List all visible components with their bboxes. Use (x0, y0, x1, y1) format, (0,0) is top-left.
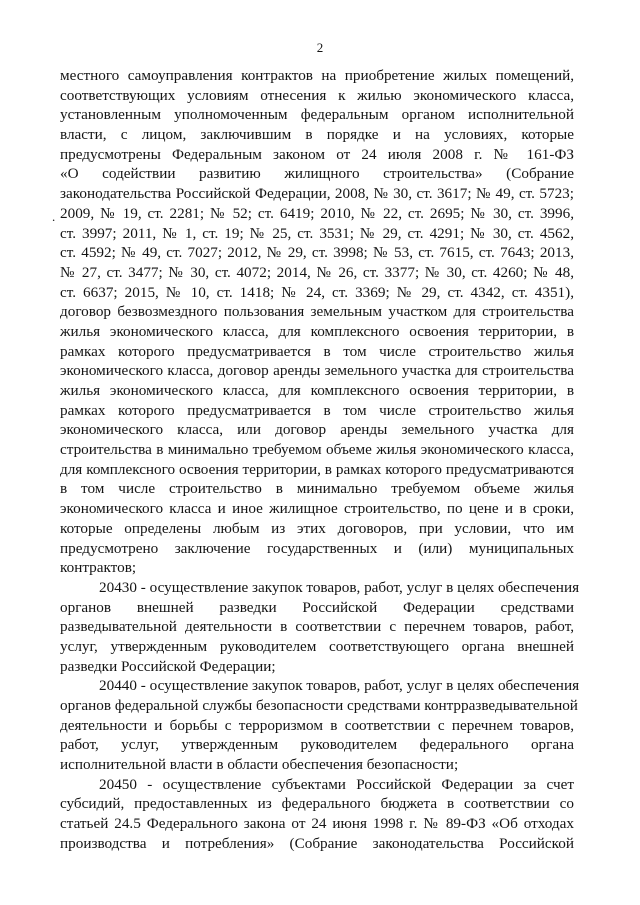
text-line: власти, с лицом, заключившим в порядке и на условиях, которые (60, 126, 574, 144)
page-number: 2 (316, 40, 324, 55)
text-line: договор безвозмездного пользования земельным участком для строительства (60, 303, 574, 321)
text-line: 20450 - осуществление субъектами Российской Федерации за счет (99, 775, 574, 793)
text-line: работ, услуг, утвержденным руководителем федерального органа (60, 736, 574, 754)
text-line: для комплексного освоения территории, в рамках которого предусматриваются (60, 460, 574, 478)
text-line: 20440 - осуществление закупок товаров, работ, услуг в целях обеспечения (99, 677, 580, 695)
text-line: предусмотрены Федеральным законом от 24 июля 2008 г. № 161-ФЗ (60, 145, 574, 163)
text-line: рамках которого предусматривается в том числе строительство жилья (60, 342, 574, 360)
text-line: субсидий, предоставленных из федерального бюджета в соответствии со (60, 795, 574, 813)
text-line: местного самоуправления контрактов на приобретение жилых помещений, (60, 67, 574, 84)
text-line: экономического класса и иное жилищное строительство, по цене и в сроки, (60, 500, 574, 518)
text-line: статьей 24.5 Федерального закона от 24 июня 1998 г. № 89-ФЗ «Об отходах (60, 815, 574, 833)
body-text (60, 66, 580, 854)
text-line: ст. 6637; 2015, № 10, ст. 1418; № 24, ст. 3369; № 29, ст. 4342, ст. 4351), (60, 283, 574, 301)
text-line: законодательства Российской Федерации, 2008, № 30, ст. 3617; № 49, ст. 5723; (60, 185, 574, 203)
text-line: 20430 - осуществление закупок товаров, работ, услуг в целях обеспечения (99, 578, 580, 596)
text-line: разведки Российской Федерации; (60, 657, 276, 675)
text-line: деятельности и борьбы с терроризмом в соответствии с перечнем товаров, (60, 716, 574, 734)
text-line: жилья экономического класса, для комплексного освоения территории, в (60, 382, 574, 399)
text-line: производства и потребления» (Собрание законодательства Российской (60, 834, 574, 852)
text-line: контрактов; (60, 559, 137, 577)
text-line: 2009, № 19, ст. 2281; № 52; ст. 6419; 2010, № 22, ст. 2695; № 30, ст. 3996, (60, 204, 574, 222)
text-line: ст. 3997; 2011, № 1, ст. 19; № 25, ст. 3531; № 29, ст. 4291; № 30, ст. 4562, (60, 224, 574, 242)
text-line: рамках которого предусматривается в том числе строительство жилья (60, 401, 574, 419)
margin-mark: . (52, 209, 56, 224)
text-line: строительства в минимально требуемом объеме жилья экономического класса, (60, 441, 574, 459)
text-line: № 27, ст. 3477; № 30, ст. 4072; 2014, № 26, ст. 3377; № 30, ст. 4260; № 48, (60, 263, 574, 281)
text-line: соответствующих условиям отнесения к жилью экономического класса, (60, 86, 574, 104)
text-line: предусмотрено заключение государственных и (или) муниципальных (60, 539, 574, 557)
text-line: установленным уполномоченным федеральным органом исполнительной (60, 106, 574, 124)
text-line: жилья экономического класса, для комплексного освоения территории, в (60, 322, 574, 340)
text-line: органов федеральной службы безопасности средствами контрразведывательной (60, 697, 578, 714)
text-line: экономического класса, или договор аренды земельного участка для (60, 421, 574, 439)
text-line: которые определены любым из этих договоров, при условии, что им (60, 519, 574, 537)
text-line: в том числе строительство в минимально требуемом объеме жилья (60, 480, 574, 498)
text-line: экономического класса, договор аренды земельного участка для строительства (60, 362, 574, 380)
text-line: разведывательной деятельности в соответствии с перечнем товаров, работ, (60, 618, 574, 636)
text-line: ст. 4592; № 49, ст. 7027; 2012, № 29, ст. 3998; № 53, ст. 7615, ст. 7643; 2013, (60, 244, 574, 262)
text-line: «О содействии развитию жилищного строительства» (Собрание (60, 165, 574, 183)
text-line: органов внешней разведки Российской Федерации средствами (60, 598, 574, 616)
text-line: услуг, утвержденным руководителем соответствующего органа внешней (60, 637, 574, 655)
text-line: исполнительной власти в области обеспечения безопасности; (60, 756, 459, 774)
